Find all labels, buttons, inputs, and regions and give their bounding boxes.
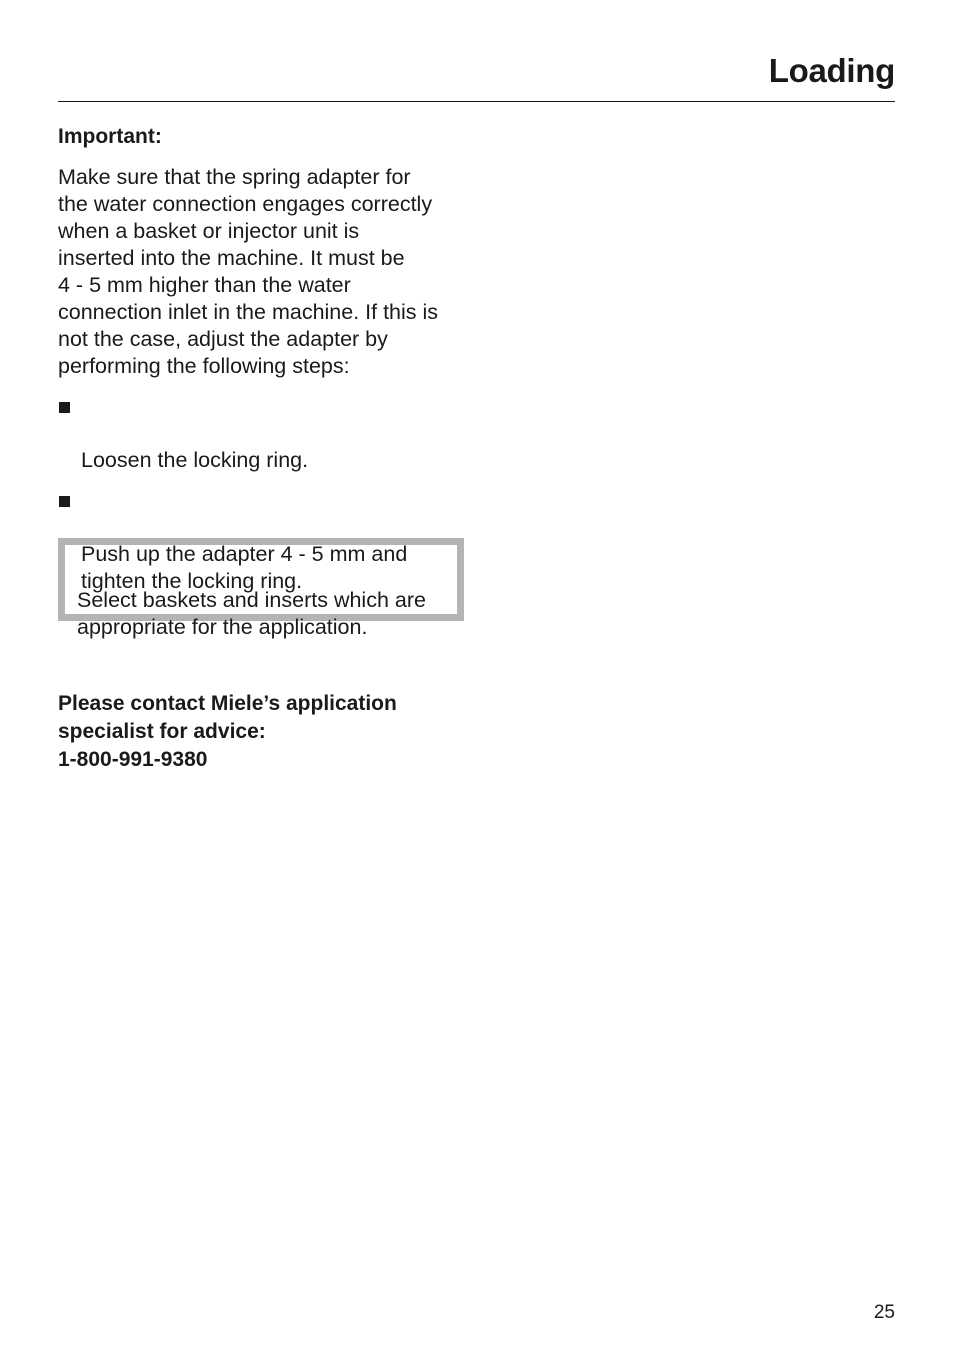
list-item: [58, 393, 468, 474]
square-bullet-icon: [59, 402, 70, 413]
note-box: [58, 538, 464, 639]
step-text: Loosen the locking ring.: [81, 448, 309, 472]
contact-info: Please contact Miele’s application specialist for advice: 1-800-991-9380: [58, 692, 397, 771]
page-title: Loading: [768, 52, 895, 89]
page-number: 25: [873, 1302, 895, 1323]
main-content: [58, 123, 468, 608]
important-paragraph: Make sure that the spring adapter for the water connection engages correctly when a basket or injector unit is inserted into the machine. It must be 4 - 5 mm higher than the water connection inlet in the machine. If this is not the case, adjust the adapter by performing the following steps:: [58, 165, 439, 378]
page-header: [58, 52, 895, 102]
note-text: Select baskets and inserts which are appropriate for the application.: [77, 588, 426, 639]
square-bullet-icon: [59, 496, 70, 507]
step-text: Push up the adapter 4 - 5 mm and tighten the locking ring.: [81, 542, 408, 593]
important-heading: Important:: [58, 125, 162, 148]
